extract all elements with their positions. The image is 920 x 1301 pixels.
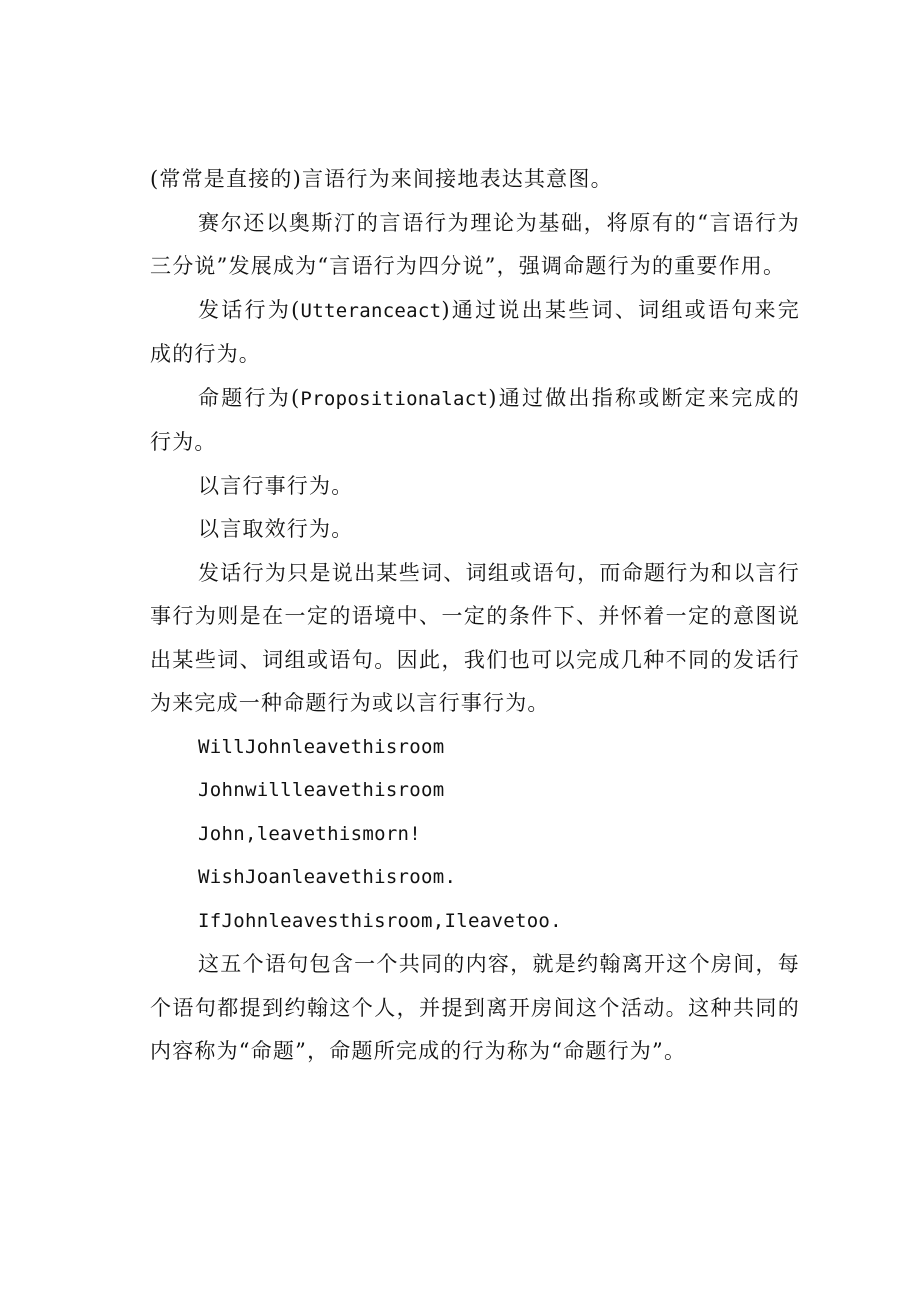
utterance-act-term: Utteranceact — [300, 299, 442, 322]
paragraph-comparison: 发话行为只是说出某些词、词组或语句，而命题行为和以言行事行为则是在一定的语境中、一定的条件下、并怀着一定的意图说出某些词、词组或语句。因此，我们也可以完成几种不同的发话行为来完成一种命题行为或以言行事行为。 — [150, 560, 800, 715]
propositional-act-lead: 命题行为( — [198, 385, 301, 410]
example-sentence: WillJohnleavethisroom — [198, 735, 445, 758]
paragraph-perlocutionary-act: 以言取效行为。 — [198, 517, 354, 541]
example-sentence: IfJohnleavesthisroom,Ileavetoo. — [198, 909, 562, 932]
paragraph-proposition-conclusion: 这五个语句包含一个共同的内容，就是约翰离开这个房间，每个语句都提到约翰这个人，并提到离开房间这个活动。这种共同的内容称为“命题”，命题所完成的行为称为“命题行为”。 — [150, 952, 800, 1063]
example-sentence: WishJoanleavethisroom. — [198, 866, 457, 888]
paragraph-propositional-act — [150, 377, 800, 465]
propositional-act-definition: )通过做出指称或断定来完成的行为。 — [150, 385, 800, 454]
document-body — [150, 158, 800, 1074]
propositional-act-term: Propositionalact — [300, 387, 489, 410]
paragraph-utterance-act — [150, 289, 800, 377]
paragraph-illocutionary-act: 以言行事行为。 — [198, 473, 354, 498]
example-sentence: John,leavethismorn! — [198, 822, 422, 845]
paragraph-continuation: (常常是直接的)言语行为来间接地表达其意图。 — [150, 167, 613, 191]
utterance-act-definition: )通过说出某些词、词组或语句来完成的行为。 — [150, 297, 800, 366]
utterance-act-lead: 发话行为( — [198, 297, 301, 322]
paragraph-searle-theory: 赛尔还以奥斯汀的言语行为理论为基础，将原有的“言语行为三分说”发展成为“言语行为四分说”，强调命题行为的重要作用。 — [150, 210, 800, 278]
example-sentence: Johnwillleavethisroom — [198, 779, 445, 801]
